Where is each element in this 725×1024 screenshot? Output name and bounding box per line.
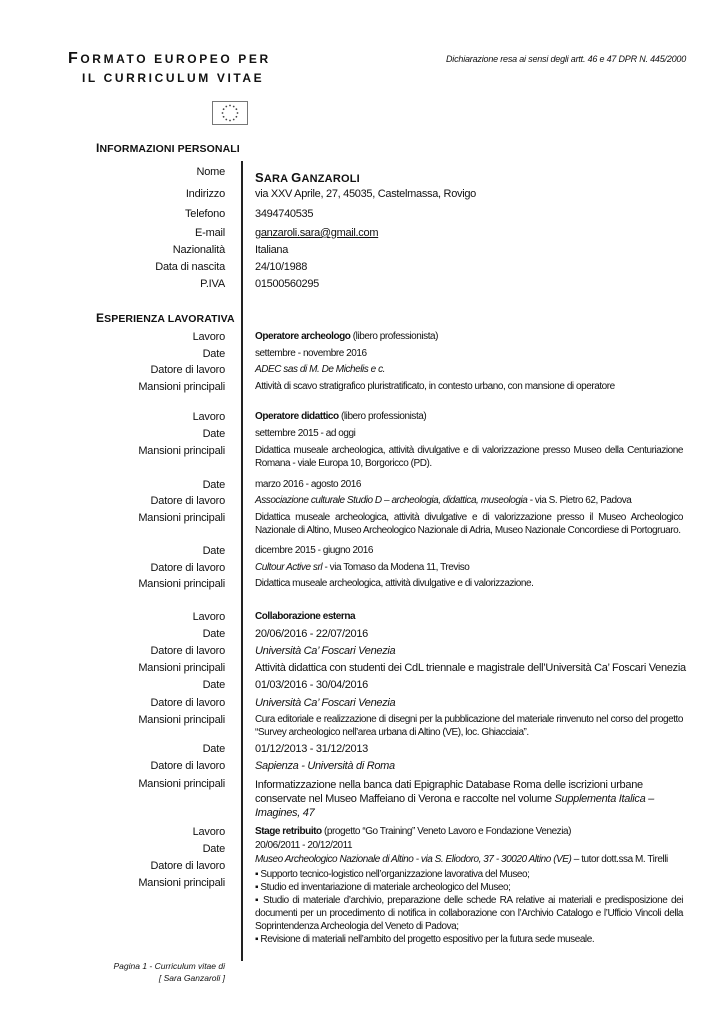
job2-sub1-date: marzo 2016 - agosto 2016 bbox=[255, 479, 361, 490]
declaration-note: Dichiarazione resa ai sensi degli artt. 46 e 47 DPR N. 445/2000 bbox=[446, 54, 687, 64]
job1-employer: ADEC sas di M. De Michelis e c. bbox=[255, 364, 385, 375]
person-name: SARA GANZAROLI bbox=[255, 170, 360, 185]
label-email: E-mail bbox=[195, 227, 225, 239]
job3-sub1-employer: Università Ca’ Foscari Venezia bbox=[255, 645, 396, 657]
label-lavoro: Lavoro bbox=[192, 331, 225, 343]
job4-employer: Museo Archeologico Nazionale di Altino - via S. Eliodoro, 37 - 30020 Altino (VE) – tutor dott.ssa M. Tirelli bbox=[255, 854, 668, 865]
label-mansioni: Mansioni principali bbox=[138, 662, 225, 674]
value-indirizzo: via XXV Aprile, 27, 45035, Castelmassa, Rovigo bbox=[255, 188, 476, 200]
job3-sub3-employer: Sapienza - Università di Roma bbox=[255, 760, 395, 772]
label-date: Date bbox=[202, 348, 225, 360]
label-datore: Datore di lavoro bbox=[150, 562, 225, 574]
job3-title: Collaborazione esterna bbox=[255, 611, 356, 622]
label-mansioni: Mansioni principali bbox=[138, 381, 225, 393]
email-link[interactable]: ganzaroli.sara@gmail.com bbox=[255, 227, 379, 239]
job3-sub2-tasks: Cura editoriale e realizzazione di disegni per la pubblicazione del materiale rinvenuto nel corso del progetto “Survey archeologico nell’area urbana di Altino (VE), loc. Ghiacciaia”. bbox=[255, 714, 683, 738]
label-telefono: Telefono bbox=[185, 208, 225, 220]
job3-sub3-date: 01/12/2013 - 31/12/2013 bbox=[255, 743, 368, 755]
job2-title: Operatore didattico (libero professionista) bbox=[255, 411, 427, 422]
job1-title: Operatore archeologo (libero professionista) bbox=[255, 331, 439, 342]
label-lavoro: Lavoro bbox=[192, 826, 225, 838]
job2-sub2-employer: Cultour Active srl - via Tomaso da Modena 11, Treviso bbox=[255, 562, 470, 573]
job2-sub1-tasks: Didattica museale archeologica, attività divulgative e di valorizzazione presso il Museo Archeologico Nazionale di Altino, Museo Archeologico Nazionale di Adria, Museo Nazionale Concordiese di Portogruaro. bbox=[255, 512, 683, 536]
label-mansioni: Mansioni principali bbox=[138, 578, 225, 590]
page-footer bbox=[114, 960, 226, 984]
label-datore: Datore di lavoro bbox=[150, 495, 225, 507]
label-data-nascita: Data di nascita bbox=[155, 261, 225, 273]
value-piva: 01500560295 bbox=[255, 278, 319, 290]
label-piva: P.IVA bbox=[200, 278, 225, 290]
label-datore: Datore di lavoro bbox=[150, 760, 225, 772]
eu-flag-icon bbox=[212, 101, 248, 125]
label-date: Date bbox=[202, 843, 225, 855]
job3-sub1-tasks: Attività didattica con studenti dei CdL triennale e magistrale dell’Università Ca’ Foscari Venezia bbox=[255, 662, 686, 674]
job4-tasks-list bbox=[255, 868, 683, 946]
list-item: ▪ Supporto tecnico-logistico nell’organizzazione lavorativa del Museo; bbox=[255, 869, 530, 880]
label-date: Date bbox=[202, 545, 225, 557]
footer-name: [ Sara Ganzaroli ] bbox=[158, 973, 225, 983]
label-mansioni: Mansioni principali bbox=[138, 877, 225, 889]
column-divider bbox=[241, 161, 243, 961]
job1-date: settembre - novembre 2016 bbox=[255, 348, 367, 359]
label-nazionalita: Nazionalità bbox=[172, 244, 225, 256]
list-item: ▪ Studio di materiale d’archivio, preparazione delle schede RA relative ai materiali e predisposizione dei documenti per un procedimento di notifica in collaborazione con l’Archivio Catalogo e l’Ufficio Vincoli della Soprintendenza Archeologia del Veneto di Padova; bbox=[255, 895, 683, 932]
label-lavoro: Lavoro bbox=[192, 611, 225, 623]
job3-sub3-tasks: Informatizzazione nella banca dati Epigraphic Database Roma delle iscrizioni urbane conservate nel Museo Maffeiano di Verona e raccolte nel volume Supplementa Italica – Imagines, 47 bbox=[255, 779, 654, 819]
label-mansioni: Mansioni principali bbox=[138, 778, 225, 790]
job2-sub1-employer: Associazione culturale Studio D – archeologia, didattica, museologia - via S. Pietro 62, Padova bbox=[255, 495, 632, 506]
section-personal-info: INFORMAZIONI PERSONALI bbox=[96, 141, 240, 155]
job3-sub2-date: 01/03/2016 - 30/04/2016 bbox=[255, 679, 368, 691]
list-item: ▪ Studio ed inventariazione di materiale archeologico del Museo; bbox=[255, 882, 511, 893]
footer-page-info: Pagina 1 - Curriculum vitae di bbox=[113, 961, 225, 971]
label-date: Date bbox=[202, 679, 225, 691]
label-date: Date bbox=[202, 743, 225, 755]
cv-title-line1 bbox=[68, 52, 271, 66]
value-nazionalita: Italiana bbox=[255, 244, 289, 256]
label-date: Date bbox=[202, 628, 225, 640]
job3-sub2-employer: Università Ca’ Foscari Venezia bbox=[255, 697, 396, 709]
job2-date: settembre 2015 - ad oggi bbox=[255, 428, 356, 439]
job4-date: 20/06/2011 - 20/12/2011 bbox=[255, 840, 353, 851]
label-datore: Datore di lavoro bbox=[150, 364, 225, 376]
cv-title-line2: IL CURRICULUM VITAE bbox=[82, 71, 265, 85]
label-indirizzo: Indirizzo bbox=[185, 188, 225, 200]
label-mansioni: Mansioni principali bbox=[138, 512, 225, 524]
job3-sub1-date: 20/06/2016 - 22/07/2016 bbox=[255, 628, 368, 640]
value-telefono: 3494740535 bbox=[255, 208, 314, 220]
label-mansioni: Mansioni principali bbox=[138, 714, 225, 726]
label-date: Date bbox=[202, 479, 225, 491]
job2-sub2-tasks: Didattica museale archeologica, attività divulgative e di valorizzazione. bbox=[255, 578, 534, 589]
label-datore: Datore di lavoro bbox=[150, 697, 225, 709]
label-lavoro: Lavoro bbox=[192, 411, 225, 423]
job4-title: Stage retribuito (progetto “Go Training” Veneto Lavoro e Fondazione Venezia) bbox=[255, 826, 571, 837]
label-date: Date bbox=[202, 428, 225, 440]
title-rest: ORMATO EUROPEO PER bbox=[80, 52, 271, 66]
list-item: ▪ Revisione di materiali nell’ambito del progetto espositivo per la futura sede museale. bbox=[255, 934, 595, 945]
job1-tasks: Attività di scavo stratigrafico pluristratificato, in contesto urbano, con mansione di operatore bbox=[255, 381, 615, 392]
label-datore: Datore di lavoro bbox=[150, 860, 225, 872]
label-datore: Datore di lavoro bbox=[150, 645, 225, 657]
job2-sub2-date: dicembre 2015 - giugno 2016 bbox=[255, 545, 373, 556]
label-nome: Nome bbox=[196, 166, 225, 178]
label-mansioni: Mansioni principali bbox=[138, 445, 225, 457]
title-initial: F bbox=[68, 50, 81, 67]
value-data-nascita: 24/10/1988 bbox=[255, 261, 308, 273]
job2-tasks: Didattica museale archeologica, attività divulgative e di valorizzazione presso Museo della Centuriazione Romana - viale Europa 10, Borgoricco (PD). bbox=[255, 445, 683, 469]
section-experience: ESPERIENZA LAVORATIVA bbox=[96, 311, 235, 325]
